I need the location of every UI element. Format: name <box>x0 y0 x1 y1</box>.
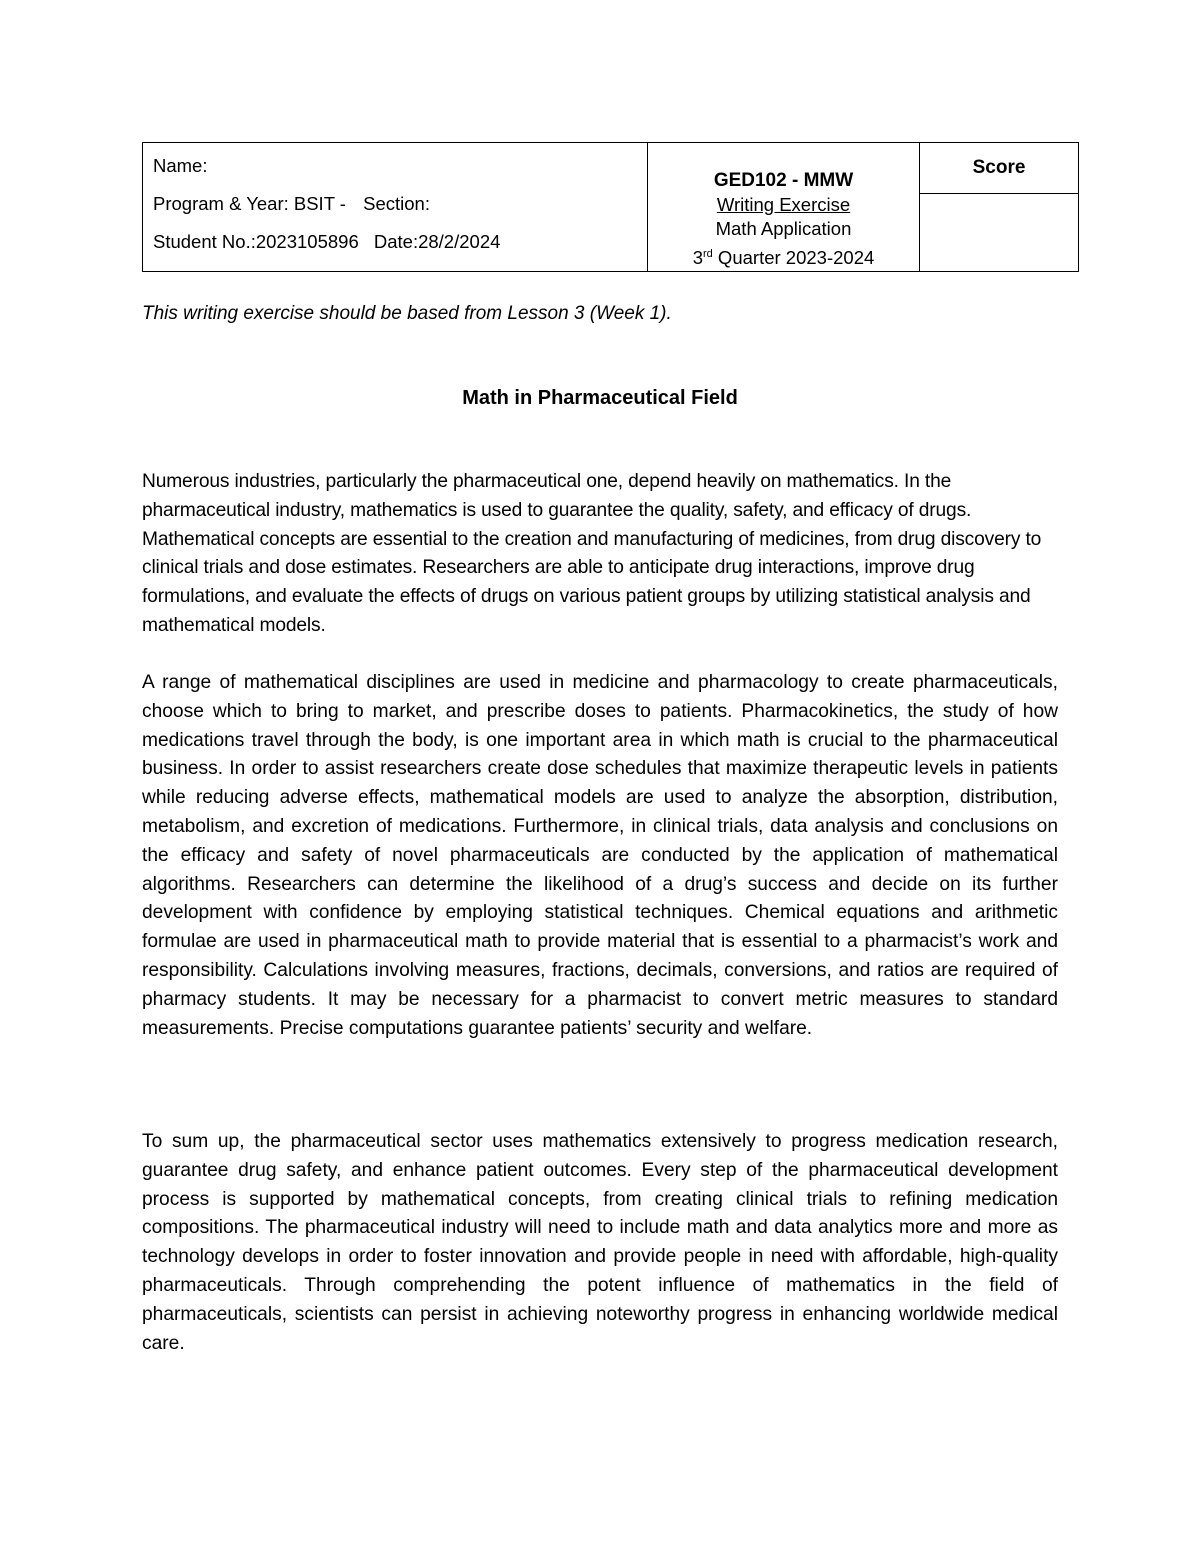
exercise-type: Writing Exercise <box>716 194 851 215</box>
section-label: Section: <box>363 193 430 214</box>
subject: Math Application <box>715 218 852 239</box>
course-code: GED102 - MMW <box>713 170 854 191</box>
student-info-cell <box>143 143 648 272</box>
quarter <box>648 241 919 271</box>
student-no-line <box>153 233 647 271</box>
student-no-label: Student No.:2023105896 <box>153 231 359 252</box>
instruction-text: This writing exercise should be based from Lesson 3 (Week 1). <box>142 303 672 324</box>
paragraph-3: To sum up, the pharmaceutical sector uses mathematics extensively to progress medication research, guarantee drug safety, and enhance patient outcomes. Every step of the pharmaceutical development process is supported by mathematical concepts, from creating clinical trials to refining medication compositions. The pharmaceutical industry will need to include math and data analytics more and more as technology develops in order to foster innovation and provide people in need with affordable, high-quality pharmaceuticals. Through comprehending the potent influence of mathematics in the field of pharmaceuticals, scientists can persist in achieving noteworthy progress in enhancing worldwide medical care. <box>142 1131 1058 1354</box>
name-label: Name: <box>153 155 208 176</box>
program-line <box>153 195 647 233</box>
paragraph-1: Numerous industries, particularly the pharmaceutical one, depend heavily on mathematics. In the pharmaceutical industry, mathematics is used to guarantee the quality, safety, and efficacy of drugs. Mathematical concepts are essential to the creation and manufacturing of medicines, from drug discovery to clinical trials and dose estimates. Researchers are able to anticipate drug interactions, improve drug formulations, and evaluate the effects of drugs on various patient groups by utilizing statistical analysis and mathematical models. <box>142 471 1042 636</box>
score-header-cell <box>920 143 1079 194</box>
date-label: Date:28/2/2024 <box>373 231 501 252</box>
quarter-num: 3 <box>692 247 704 268</box>
course-cell <box>648 143 920 272</box>
paragraph-2: A range of mathematical disciplines are used in medicine and pharmacology to create pharmaceuticals, choose which to bring to market, and prescribe doses to patients. Pharmacokinetics, the study of how medications travel through the body, is one important area in which math is crucial to the pharmaceutical business. In order to assist researchers create dose schedules that maximize therapeutic levels in patients while reducing adverse effects, mathematical models are used to analyze the absorption, distribution, metabolism, and excretion of medications. Furthermore, in clinical trials, data analysis and conclusions on the efficacy and safety of novel pharmaceuticals are conducted by the application of mathematical algorithms. Researchers can determine the likelihood of a drug’s success and decide on its further development with confidence by employing statistical techniques. Chemical equations and arithmetic formulae are used in pharmaceutical math to provide material that is essential to a pharmacist’s work and responsibility. Calculations involving measures, fractions, decimals, conversions, and ratios are required of pharmacy students. It may be necessary for a pharmacist to convert metric measures to standard measurements. Precise computations guarantee patients’ security and welfare. <box>142 672 1058 1039</box>
quarter-rest: Quarter 2023-2024 <box>712 247 875 268</box>
score-label: Score <box>972 157 1026 178</box>
header-table <box>142 142 1079 272</box>
score-value-cell <box>920 194 1079 272</box>
name-line <box>153 157 647 195</box>
quarter-suffix: rd <box>703 248 713 260</box>
program-label: Program & Year: BSIT - <box>153 193 346 214</box>
essay-title: Math in Pharmaceutical Field <box>462 387 738 409</box>
